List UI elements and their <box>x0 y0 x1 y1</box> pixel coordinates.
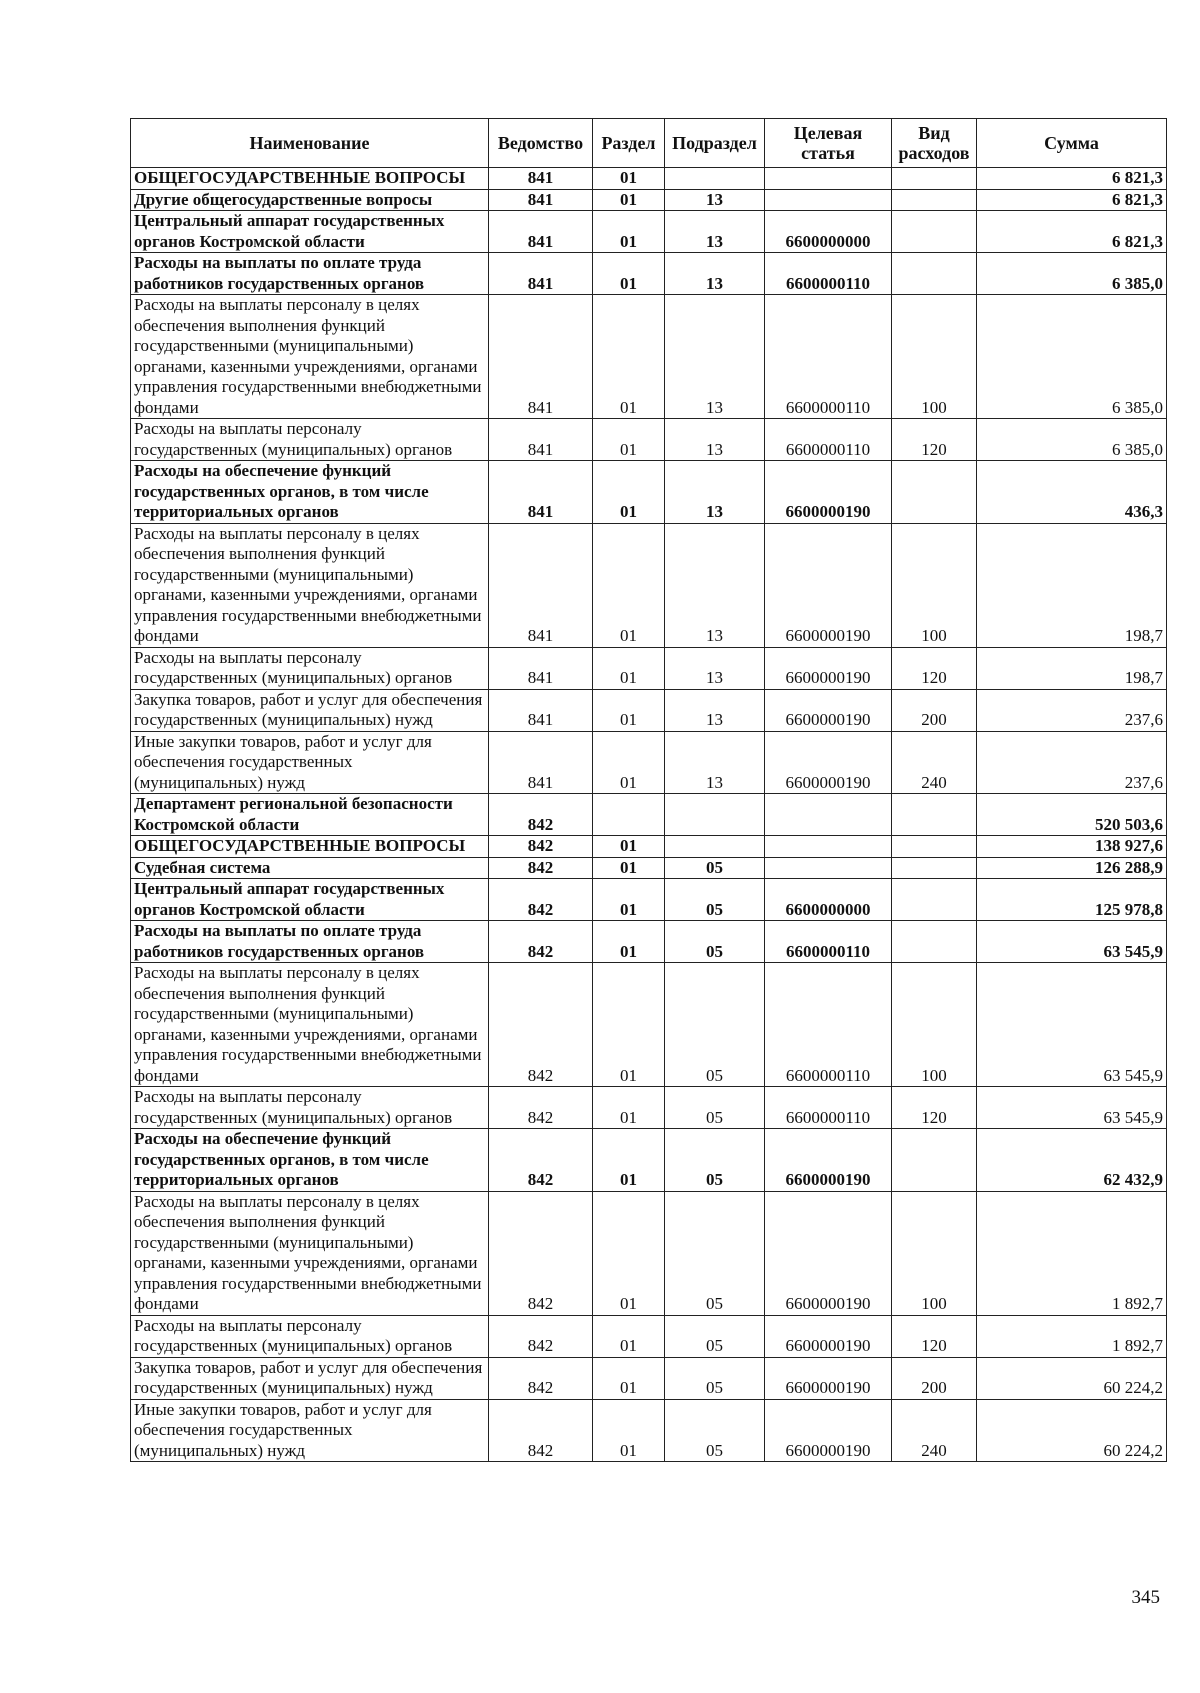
razdel-cell: 01 <box>593 879 665 921</box>
vid-rashodov-cell: 240 <box>892 1399 977 1462</box>
celevaya-statya-cell: 6600000000 <box>765 211 892 253</box>
vid-rashodov-cell: 240 <box>892 731 977 794</box>
header-vid-rashodov: Вид расходов <box>892 119 977 168</box>
name-cell: Департамент региональной безопасности Костромской области <box>131 794 489 836</box>
name-cell: Центральный аппарат государственных органов Костромской области <box>131 211 489 253</box>
vedomstvo-cell: 842 <box>489 879 593 921</box>
celevaya-statya-cell <box>765 189 892 211</box>
vedomstvo-cell: 841 <box>489 253 593 295</box>
header-podrazdel: Подраздел <box>665 119 765 168</box>
vid-rashodov-cell <box>892 211 977 253</box>
table-row <box>131 794 1167 836</box>
summa-cell: 126 288,9 <box>977 857 1167 879</box>
name-cell: ОБЩЕГОСУДАРСТВЕННЫЕ ВОПРОСЫ <box>131 168 489 190</box>
summa-cell: 63 545,9 <box>977 1087 1167 1129</box>
celevaya-statya-cell: 6600000110 <box>765 921 892 963</box>
name-cell: Расходы на обеспечение функций государственных органов, в том числе территориальных органов <box>131 461 489 524</box>
vid-rashodov-cell <box>892 857 977 879</box>
summa-cell: 62 432,9 <box>977 1129 1167 1192</box>
name-cell: Другие общегосударственные вопросы <box>131 189 489 211</box>
podrazdel-cell <box>665 794 765 836</box>
header-vedomstvo: Ведомство <box>489 119 593 168</box>
celevaya-statya-cell: 6600000000 <box>765 879 892 921</box>
podrazdel-cell: 05 <box>665 857 765 879</box>
vid-rashodov-cell: 100 <box>892 523 977 647</box>
vedomstvo-cell: 842 <box>489 1087 593 1129</box>
name-cell: Расходы на выплаты персоналу государственных (муниципальных) органов <box>131 1315 489 1357</box>
razdel-cell: 01 <box>593 731 665 794</box>
name-cell: Расходы на обеспечение функций государственных органов, в том числе территориальных органов <box>131 1129 489 1192</box>
podrazdel-cell: 13 <box>665 647 765 689</box>
summa-cell: 6 821,3 <box>977 189 1167 211</box>
table-row <box>131 689 1167 731</box>
budget-table <box>130 118 1167 1462</box>
podrazdel-cell: 13 <box>665 189 765 211</box>
razdel-cell: 01 <box>593 1399 665 1462</box>
table-row <box>131 921 1167 963</box>
name-cell: Судебная система <box>131 857 489 879</box>
celevaya-statya-cell: 6600000190 <box>765 647 892 689</box>
summa-cell: 138 927,6 <box>977 836 1167 858</box>
vid-rashodov-cell: 100 <box>892 963 977 1087</box>
table-header-row <box>131 119 1167 168</box>
podrazdel-cell: 05 <box>665 1315 765 1357</box>
table-row <box>131 879 1167 921</box>
summa-cell: 237,6 <box>977 689 1167 731</box>
table-body <box>131 168 1167 1462</box>
summa-cell: 198,7 <box>977 523 1167 647</box>
table-row <box>131 836 1167 858</box>
name-cell: Расходы на выплаты персоналу государственных (муниципальных) органов <box>131 419 489 461</box>
header-name: Наименование <box>131 119 489 168</box>
vedomstvo-cell: 842 <box>489 1191 593 1315</box>
razdel-cell: 01 <box>593 963 665 1087</box>
podrazdel-cell: 05 <box>665 1399 765 1462</box>
celevaya-statya-cell: 6600000110 <box>765 419 892 461</box>
name-cell: Центральный аппарат государственных органов Костромской области <box>131 879 489 921</box>
table-row <box>131 523 1167 647</box>
celevaya-statya-cell <box>765 794 892 836</box>
celevaya-statya-cell <box>765 168 892 190</box>
table-row <box>131 1191 1167 1315</box>
vedomstvo-cell: 842 <box>489 1357 593 1399</box>
vedomstvo-cell: 841 <box>489 168 593 190</box>
podrazdel-cell: 05 <box>665 963 765 1087</box>
vid-rashodov-cell <box>892 189 977 211</box>
summa-cell: 1 892,7 <box>977 1191 1167 1315</box>
podrazdel-cell: 05 <box>665 1357 765 1399</box>
vid-rashodov-cell <box>892 921 977 963</box>
header-celevaya-statya: Целевая статья <box>765 119 892 168</box>
summa-cell: 63 545,9 <box>977 963 1167 1087</box>
razdel-cell: 01 <box>593 253 665 295</box>
table-row <box>131 647 1167 689</box>
podrazdel-cell: 13 <box>665 689 765 731</box>
celevaya-statya-cell: 6600000110 <box>765 1087 892 1129</box>
vedomstvo-cell: 842 <box>489 857 593 879</box>
vid-rashodov-cell: 120 <box>892 647 977 689</box>
celevaya-statya-cell: 6600000110 <box>765 295 892 419</box>
razdel-cell: 01 <box>593 523 665 647</box>
podrazdel-cell: 05 <box>665 1087 765 1129</box>
celevaya-statya-cell: 6600000110 <box>765 963 892 1087</box>
podrazdel-cell: 05 <box>665 1129 765 1192</box>
table-row <box>131 461 1167 524</box>
vedomstvo-cell: 842 <box>489 921 593 963</box>
celevaya-statya-cell <box>765 836 892 858</box>
podrazdel-cell: 13 <box>665 461 765 524</box>
name-cell: Расходы на выплаты персоналу в целях обеспечения выполнения функций государственными (муниципальными) органами, казенными учреждениями, органами управления государственными внебюджетными фондами <box>131 1191 489 1315</box>
name-cell: Иные закупки товаров, работ и услуг для обеспечения государственных (муниципальных) нужд <box>131 731 489 794</box>
vedomstvo-cell: 841 <box>489 647 593 689</box>
vedomstvo-cell: 841 <box>489 419 593 461</box>
table-row <box>131 295 1167 419</box>
table-row <box>131 168 1167 190</box>
vedomstvo-cell: 841 <box>489 295 593 419</box>
celevaya-statya-cell: 6600000190 <box>765 1315 892 1357</box>
vedomstvo-cell: 841 <box>489 689 593 731</box>
vid-rashodov-cell <box>892 879 977 921</box>
celevaya-statya-cell: 6600000190 <box>765 523 892 647</box>
table-row <box>131 189 1167 211</box>
razdel-cell: 01 <box>593 647 665 689</box>
table-row <box>131 1399 1167 1462</box>
name-cell: Иные закупки товаров, работ и услуг для обеспечения государственных (муниципальных) нужд <box>131 1399 489 1462</box>
vid-rashodov-cell: 200 <box>892 1357 977 1399</box>
razdel-cell: 01 <box>593 1129 665 1192</box>
vedomstvo-cell: 842 <box>489 963 593 1087</box>
podrazdel-cell: 13 <box>665 253 765 295</box>
razdel-cell: 01 <box>593 836 665 858</box>
table-row <box>131 857 1167 879</box>
podrazdel-cell: 13 <box>665 523 765 647</box>
table-row <box>131 1087 1167 1129</box>
vid-rashodov-cell <box>892 253 977 295</box>
summa-cell: 6 821,3 <box>977 211 1167 253</box>
celevaya-statya-cell: 6600000190 <box>765 461 892 524</box>
vid-rashodov-cell <box>892 168 977 190</box>
podrazdel-cell <box>665 836 765 858</box>
vid-rashodov-cell: 120 <box>892 1087 977 1129</box>
podrazdel-cell <box>665 168 765 190</box>
razdel-cell: 01 <box>593 921 665 963</box>
vedomstvo-cell: 842 <box>489 794 593 836</box>
vid-rashodov-cell: 100 <box>892 295 977 419</box>
podrazdel-cell: 13 <box>665 731 765 794</box>
table-row <box>131 1357 1167 1399</box>
name-cell: Расходы на выплаты персоналу государственных (муниципальных) органов <box>131 1087 489 1129</box>
header-summa: Сумма <box>977 119 1167 168</box>
name-cell: Закупка товаров, работ и услуг для обеспечения государственных (муниципальных) нужд <box>131 689 489 731</box>
name-cell: Расходы на выплаты по оплате труда работников государственных органов <box>131 921 489 963</box>
razdel-cell: 01 <box>593 1087 665 1129</box>
vid-rashodov-cell <box>892 794 977 836</box>
name-cell: Расходы на выплаты персоналу в целях обеспечения выполнения функций государственными (муниципальными) органами, казенными учреждениями, органами управления государственными внебюджетными фондами <box>131 295 489 419</box>
vid-rashodov-cell: 200 <box>892 689 977 731</box>
podrazdel-cell: 05 <box>665 879 765 921</box>
celevaya-statya-cell: 6600000190 <box>765 689 892 731</box>
vedomstvo-cell: 841 <box>489 461 593 524</box>
podrazdel-cell: 05 <box>665 1191 765 1315</box>
razdel-cell: 01 <box>593 211 665 253</box>
summa-cell: 436,3 <box>977 461 1167 524</box>
razdel-cell: 01 <box>593 1191 665 1315</box>
summa-cell: 60 224,2 <box>977 1399 1167 1462</box>
podrazdel-cell: 13 <box>665 211 765 253</box>
vedomstvo-cell: 842 <box>489 1315 593 1357</box>
razdel-cell: 01 <box>593 419 665 461</box>
celevaya-statya-cell: 6600000110 <box>765 253 892 295</box>
vedomstvo-cell: 841 <box>489 189 593 211</box>
table-row <box>131 419 1167 461</box>
podrazdel-cell: 13 <box>665 419 765 461</box>
vid-rashodov-cell: 120 <box>892 419 977 461</box>
celevaya-statya-cell: 6600000190 <box>765 731 892 794</box>
vid-rashodov-cell: 100 <box>892 1191 977 1315</box>
table-row <box>131 253 1167 295</box>
podrazdel-cell: 13 <box>665 295 765 419</box>
summa-cell: 1 892,7 <box>977 1315 1167 1357</box>
summa-cell: 63 545,9 <box>977 921 1167 963</box>
celevaya-statya-cell <box>765 857 892 879</box>
name-cell: Расходы на выплаты персоналу государственных (муниципальных) органов <box>131 647 489 689</box>
vid-rashodov-cell: 120 <box>892 1315 977 1357</box>
table-row <box>131 1129 1167 1192</box>
vedomstvo-cell: 841 <box>489 523 593 647</box>
razdel-cell: 01 <box>593 295 665 419</box>
table-row <box>131 963 1167 1087</box>
razdel-cell: 01 <box>593 1357 665 1399</box>
celevaya-statya-cell: 6600000190 <box>765 1399 892 1462</box>
summa-cell: 6 821,3 <box>977 168 1167 190</box>
vid-rashodov-cell <box>892 836 977 858</box>
summa-cell: 6 385,0 <box>977 419 1167 461</box>
vedomstvo-cell: 841 <box>489 211 593 253</box>
summa-cell: 125 978,8 <box>977 879 1167 921</box>
summa-cell: 6 385,0 <box>977 295 1167 419</box>
page-number: 345 <box>1131 1587 1160 1608</box>
razdel-cell: 01 <box>593 857 665 879</box>
razdel-cell: 01 <box>593 168 665 190</box>
vid-rashodov-cell <box>892 1129 977 1192</box>
name-cell: Закупка товаров, работ и услуг для обеспечения государственных (муниципальных) нужд <box>131 1357 489 1399</box>
summa-cell: 60 224,2 <box>977 1357 1167 1399</box>
podrazdel-cell: 05 <box>665 921 765 963</box>
vedomstvo-cell: 841 <box>489 731 593 794</box>
vedomstvo-cell: 842 <box>489 1399 593 1462</box>
summa-cell: 6 385,0 <box>977 253 1167 295</box>
summa-cell: 237,6 <box>977 731 1167 794</box>
razdel-cell: 01 <box>593 1315 665 1357</box>
name-cell: ОБЩЕГОСУДАРСТВЕННЫЕ ВОПРОСЫ <box>131 836 489 858</box>
razdel-cell: 01 <box>593 461 665 524</box>
table-row <box>131 1315 1167 1357</box>
summa-cell: 198,7 <box>977 647 1167 689</box>
table-row <box>131 731 1167 794</box>
summa-cell: 520 503,6 <box>977 794 1167 836</box>
vedomstvo-cell: 842 <box>489 836 593 858</box>
celevaya-statya-cell: 6600000190 <box>765 1357 892 1399</box>
razdel-cell: 01 <box>593 689 665 731</box>
celevaya-statya-cell: 6600000190 <box>765 1191 892 1315</box>
name-cell: Расходы на выплаты персоналу в целях обеспечения выполнения функций государственными (муниципальными) органами, казенными учреждениями, органами управления государственными внебюджетными фондами <box>131 963 489 1087</box>
vid-rashodov-cell <box>892 461 977 524</box>
name-cell: Расходы на выплаты по оплате труда работников государственных органов <box>131 253 489 295</box>
vedomstvo-cell: 842 <box>489 1129 593 1192</box>
header-razdel: Раздел <box>593 119 665 168</box>
name-cell: Расходы на выплаты персоналу в целях обеспечения выполнения функций государственными (муниципальными) органами, казенными учреждениями, органами управления государственными внебюджетными фондами <box>131 523 489 647</box>
razdel-cell: 01 <box>593 189 665 211</box>
table-row <box>131 211 1167 253</box>
razdel-cell <box>593 794 665 836</box>
celevaya-statya-cell: 6600000190 <box>765 1129 892 1192</box>
